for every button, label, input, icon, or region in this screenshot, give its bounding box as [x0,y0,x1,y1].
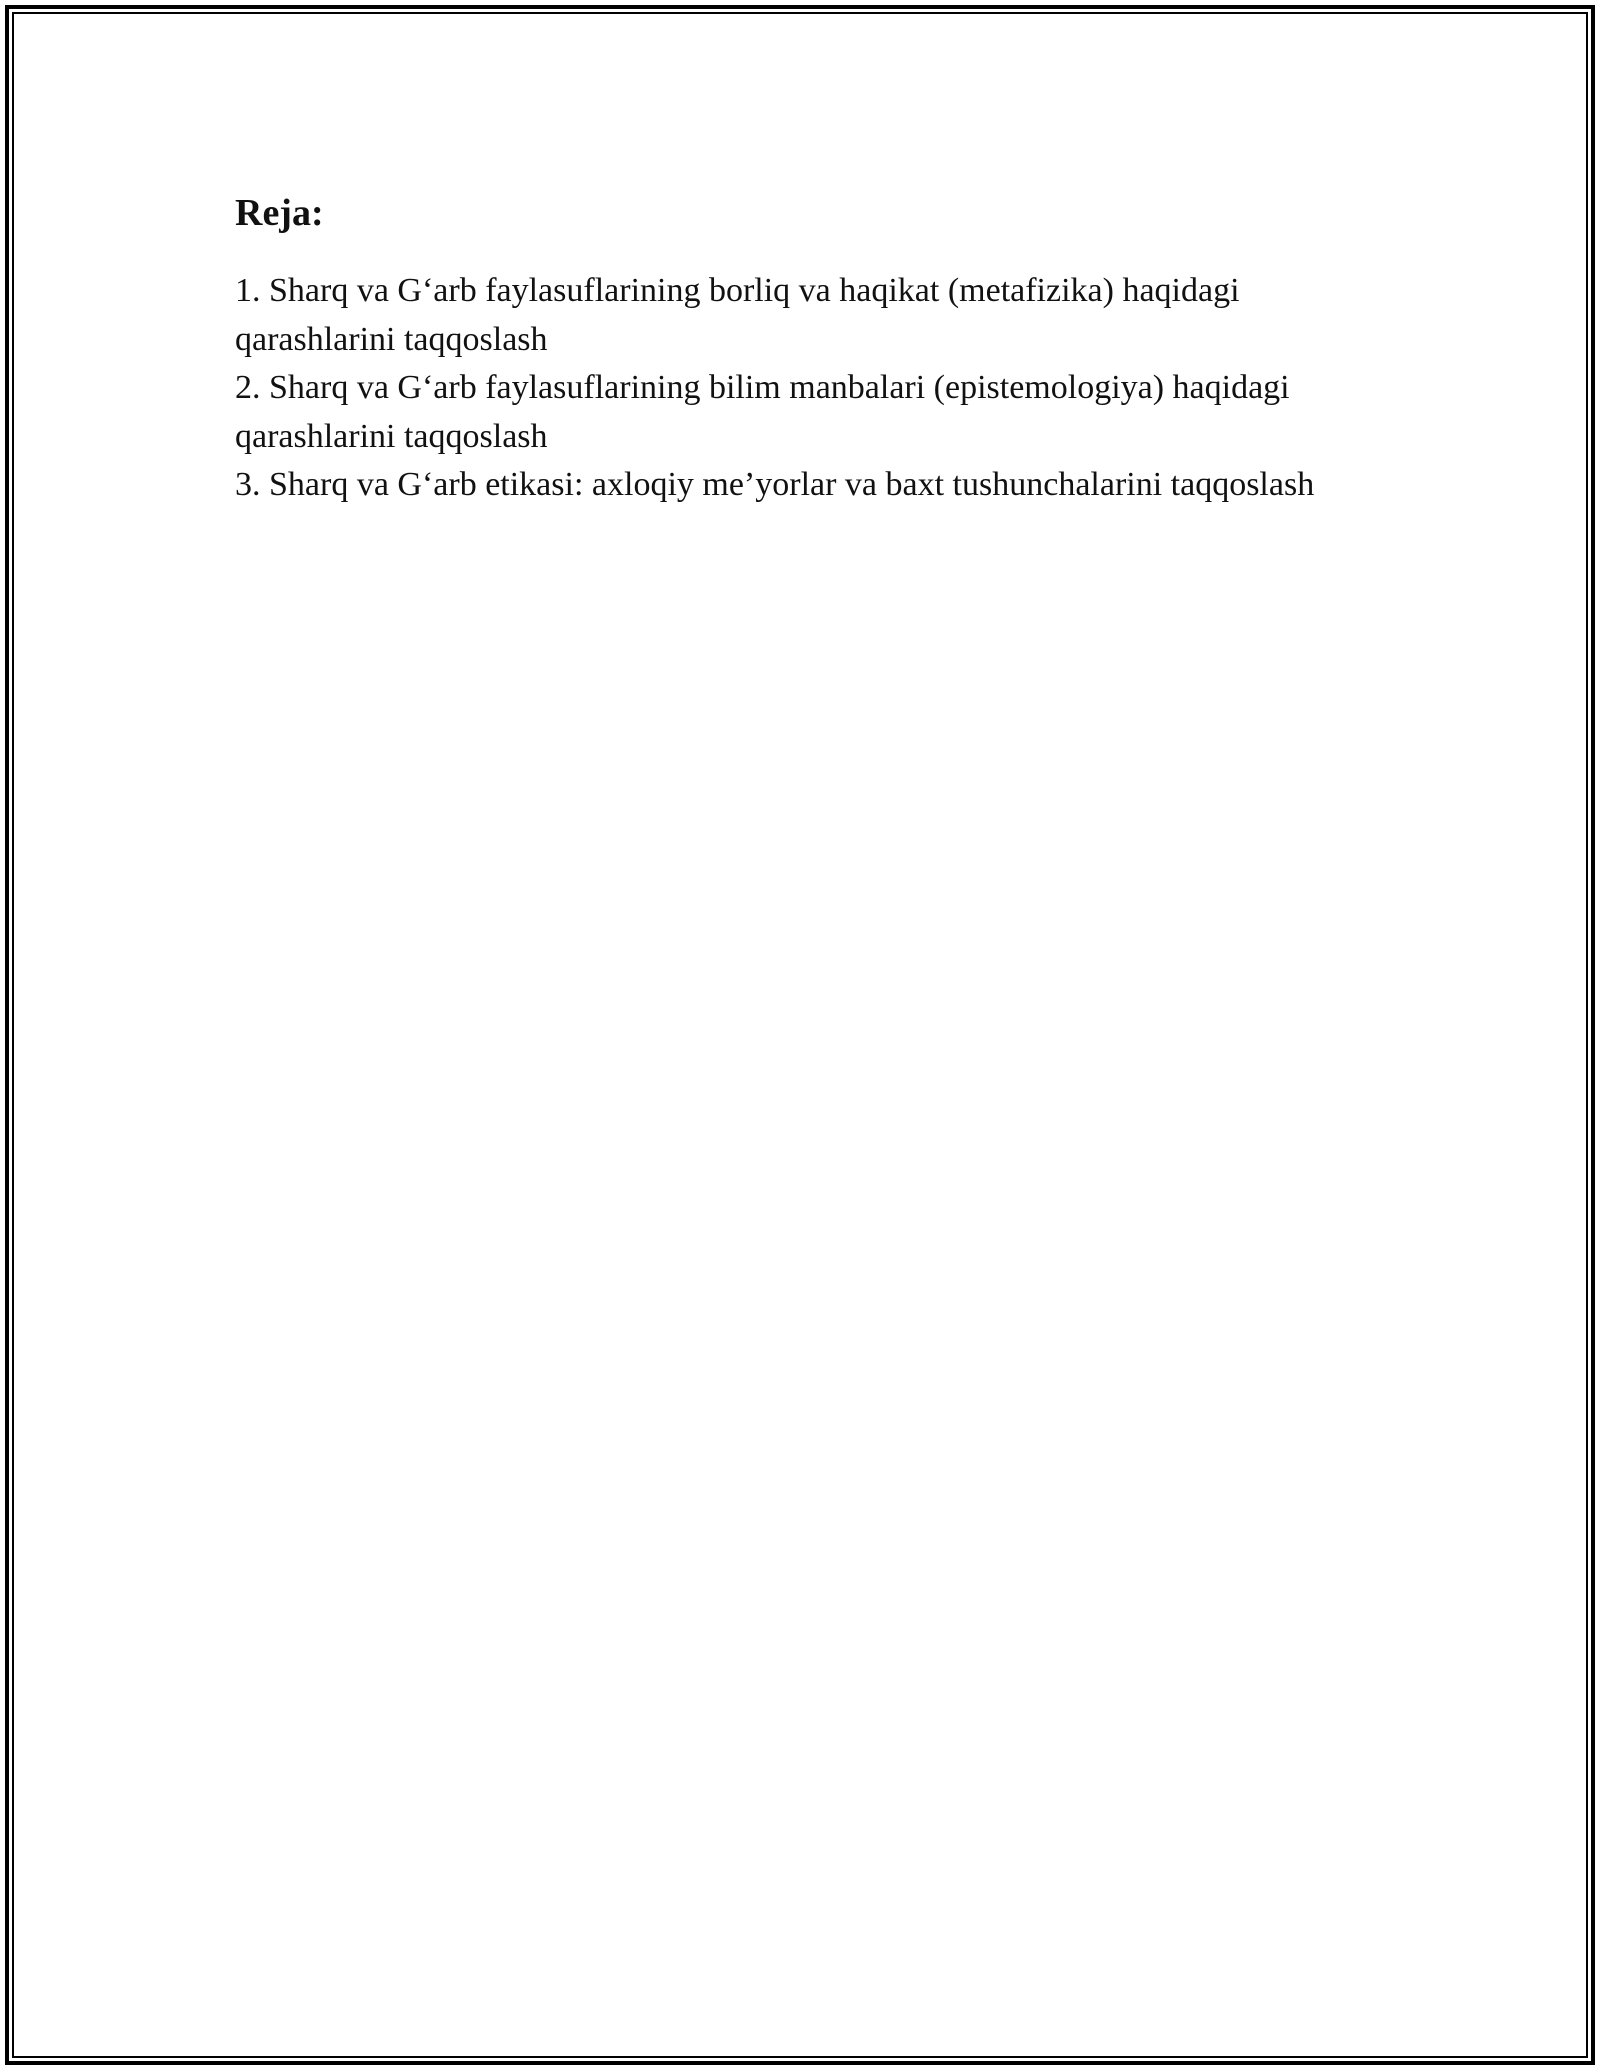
plan-list [235,267,1365,510]
plan-title: Reja: [235,192,324,234]
plan-item-1: 1. Sharq va G‘arb faylasuflarining borliq va haqikat (metafizika) haqidagi qarashlarini taqqoslash [235,272,1240,358]
document-content [235,185,1365,510]
plan-item-2: 2. Sharq va G‘arb faylasuflarining bilim manbalari (epistemologiya) haqidagi qarashlarini taqqoslash [235,369,1290,455]
plan-item-3: 3. Sharq va G‘arb etikasi: axloqiy me’yorlar va baxt tushunchalarini taqqoslash [235,466,1315,503]
